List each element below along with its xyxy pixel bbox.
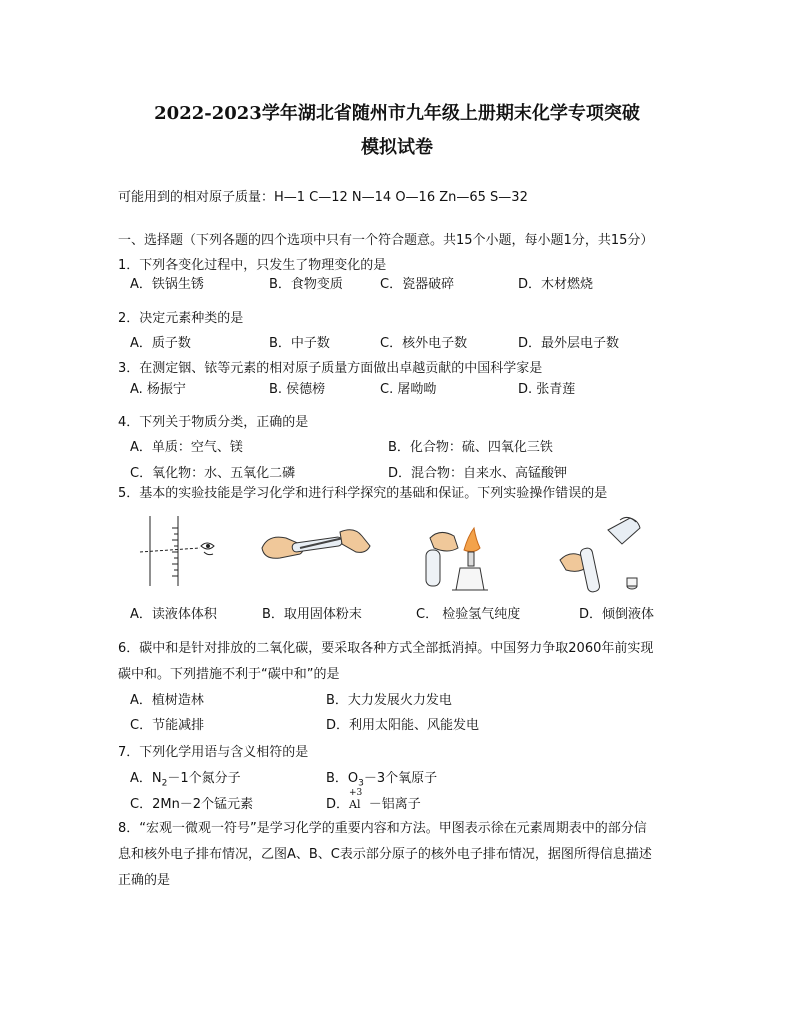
- section-heading: 一、选择题（下列各题的四个选项中只有一个符合题意。共15个小题，每小题1分，共15分）: [118, 233, 654, 248]
- q1-option-c: C．瓷器破碎: [380, 277, 455, 292]
- question-6-line1: 6．碳中和是针对排放的二氧化碳，要采取各种方式全部抵消掉。中国努力争取2060年前实现: [118, 641, 654, 656]
- q1-option-b: B．食物变质: [269, 277, 343, 292]
- figure-d-pouring-liquid: [560, 517, 640, 592]
- q7-option-d: D． +3 Al －铝离子: [326, 797, 421, 813]
- question-6-line2: 碳中和。下列措施不利于“碳中和”的是: [118, 667, 340, 682]
- q6-option-a: A．植树造林: [130, 693, 204, 708]
- q2-option-b: B．中子数: [269, 336, 330, 351]
- al-symbol: Al: [349, 798, 361, 811]
- q3-option-d: D. 张青莲: [518, 382, 576, 397]
- atomic-masses: 可能用到的相对原子质量：H—1 C—12 N—14 O—16 Zn—65 S—32: [118, 190, 528, 205]
- q4-option-a: A．单质：空气、镁: [130, 440, 243, 455]
- exam-title: 2022-2023学年湖北省随州市九年级上册期末化学专项突破: [154, 103, 640, 124]
- question-4: 4．下列关于物质分类，正确的是: [118, 415, 309, 430]
- q2-option-a: A．质子数: [130, 336, 191, 351]
- question-8-line1: 8．“宏观一微观一符号”是学习化学的重要内容和方法。甲图表示徐在元素周期表中的部分信: [118, 821, 647, 836]
- q6-option-b: B．大力发展火力发电: [326, 693, 452, 708]
- q7-option-c: C．2Mn－2个锰元素: [130, 797, 254, 812]
- q1-option-a: A．铁锅生锈: [130, 277, 204, 292]
- q7-option-a: A．$N_2-1$个氮分子: [130, 771, 241, 789]
- q5-option-b: B．取用固体粉末: [262, 607, 362, 622]
- q1-option-d: D．木材燃烧: [518, 277, 594, 292]
- q5-option-d: D．倾倒液体: [579, 607, 655, 622]
- q4-option-d: D．混合物：自来水、高锰酸钾: [388, 466, 568, 481]
- question-8-line2: 息和核外电子排布情况，乙图A、B、C表示部分原子的核外电子排布情况，据图所得信息描述: [118, 847, 652, 862]
- figure-c-hydrogen-test: [426, 528, 488, 590]
- q6-option-c: C．节能减排: [130, 718, 205, 733]
- q3-option-b: B. 侯德榜: [269, 382, 326, 397]
- question-3: 3．在测定铟、铱等元素的相对原子质量方面做出卓越贡献的中国科学家是: [118, 361, 543, 376]
- q3-option-a: A. 杨振宁: [130, 382, 186, 397]
- q2-option-c: C．核外电子数: [380, 336, 468, 351]
- q4-option-c: C．氧化物：水、五氧化二磷: [130, 466, 296, 481]
- q2-option-d: D．最外层电子数: [518, 336, 620, 351]
- figure-b-solid-powder: [262, 530, 370, 559]
- al-charge: +3: [349, 788, 363, 798]
- q7-option-b: B．$O_3-3$个氧原子: [326, 771, 438, 789]
- question-2: 2．决定元素种类的是: [118, 311, 244, 326]
- q4-option-b: B．化合物：硫、四氧化三铁: [388, 440, 553, 455]
- q3-option-c: C. 屠呦呦: [380, 382, 437, 397]
- q5-option-c: C． 检验氢气纯度: [416, 607, 521, 622]
- question-5: 5．基本的实验技能是学习化学和进行科学探究的基础和保证。下列实验操作错误的是: [118, 486, 608, 501]
- question-7: 7．下列化学用语与含义相符的是: [118, 745, 309, 760]
- q6-option-d: D．利用太阳能、风能发电: [326, 718, 480, 733]
- question-1: 1．下列各变化过程中，只发生了物理变化的是: [118, 258, 387, 273]
- figure-a-reading-volume: [140, 516, 214, 586]
- q5-option-a: A．读液体体积: [130, 607, 217, 622]
- exam-subtitle: 模拟试卷: [361, 137, 433, 158]
- question-8-line3: 正确的是: [118, 873, 171, 888]
